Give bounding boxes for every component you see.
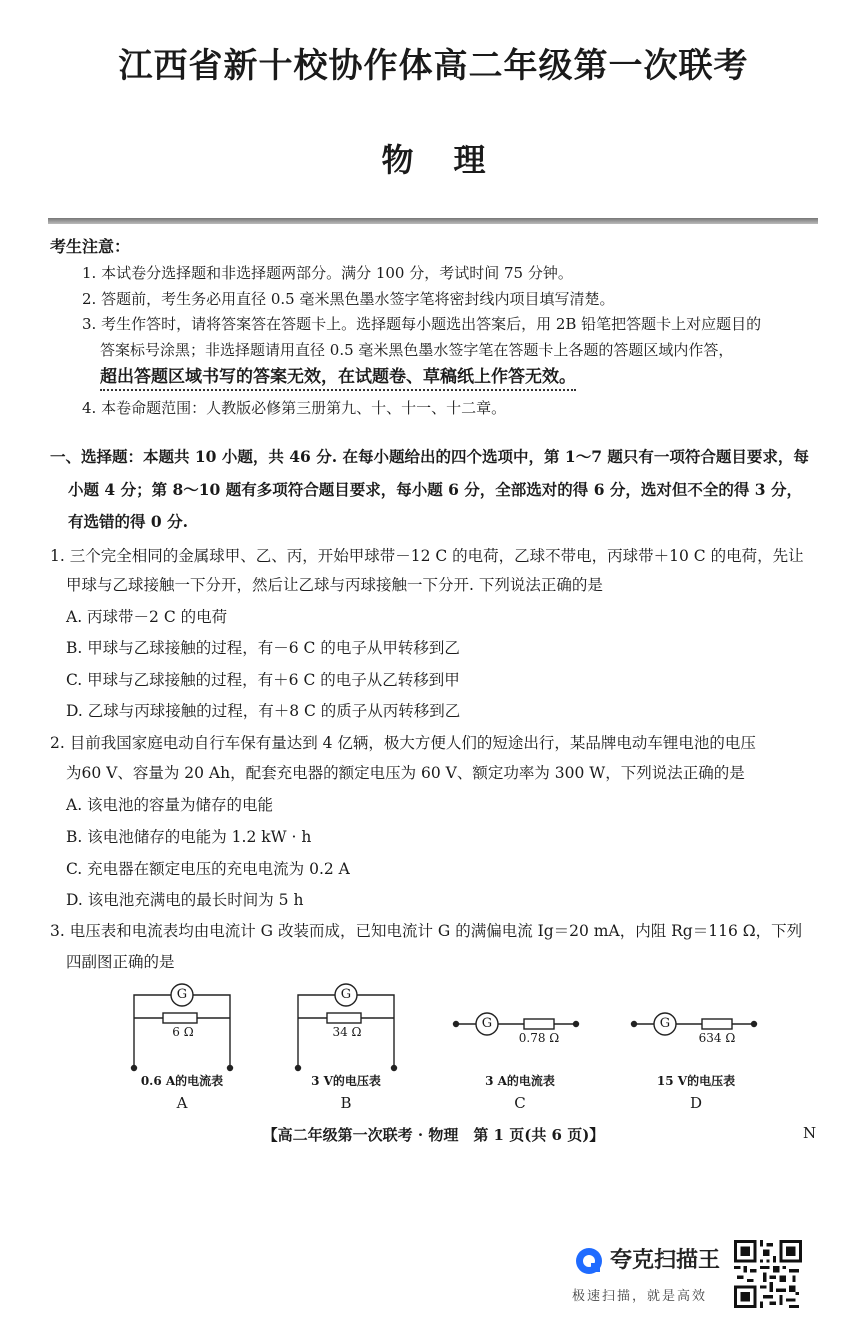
q1-stem-2: 甲球与乙球接触一下分开，然后让乙球与丙球接触一下分开. 下列说法正确的是: [66, 576, 603, 594]
q1-option-b: B. 甲球与乙球接触的过程，有－6 C 的电子从甲转移到乙: [66, 639, 460, 657]
page-footer: 【高二年级第一次联考 · 物理 第 1 页(共 6 页)】: [262, 1126, 605, 1144]
quark-logo-icon: [574, 1246, 604, 1276]
exam-title: 江西省新十校协作体高二年级第一次联考: [118, 46, 749, 86]
meter-label-d: G: [659, 1016, 671, 1031]
q3-stem-1: 3. 电压表和电流表均由电流计 G 改装而成，已知电流计 G 的满偏电流 Ig＝20 mA，内阻 Rg＝116 Ω，下列: [50, 922, 803, 940]
q1-stem-1: 1. 三个完全相同的金属球甲、乙、丙，开始甲球带－12 C 的电荷，乙球不带电，丙球带＋10 C 的电荷，先让: [50, 547, 804, 565]
q1-option-d: D. 乙球与丙球接触的过程，有＋8 C 的质子从丙转移到乙: [66, 702, 461, 720]
meter-label-b: G: [340, 987, 352, 1002]
q1-option-c: C. 甲球与乙球接触的过程，有＋6 C 的电子从乙转移到甲: [66, 671, 460, 689]
circuit-caption-a: 0.6 A的电流表: [140, 1074, 224, 1088]
q1-option-a: A. 丙球带－2 C 的电荷: [66, 608, 228, 626]
q2-stem-2: 为60 V、容量为 20 Ah，配套充电器的额定电压为 60 V、额定功率为 300 W，下列说法正确的是: [66, 764, 745, 782]
notice-emphasis: 超出答题区域书写的答案无效，在试题卷、草稿纸上作答无效。: [100, 362, 576, 391]
q3-stem-2: 四副图正确的是: [66, 953, 175, 971]
q2-option-c: C. 充电器在额定电压的充电电流为 0.2 A: [66, 860, 350, 878]
section-heading-line-2: 小题 4 分；第 8～10 题有多项符合题目要求，每小题 6 分，全部选对的得 6 分，选对但不全的得 3 分，: [68, 480, 802, 499]
circuit-diagrams: [120, 982, 780, 1078]
subject-title: 物理: [381, 141, 526, 179]
qr-code-icon: [734, 1240, 802, 1308]
notice-item-3-cont: 答案标号涂黑；非选择题请用直径 0.5 毫米黑色墨水签字笔在答题卡上各题的答题区域内作答，: [100, 341, 734, 359]
resistor-label-d: 634 Ω: [698, 1031, 736, 1045]
q2-option-a: A. 该电池的容量为储存的电能: [66, 796, 274, 814]
notice-item-3: 3. 考生作答时，请将答案答在答题卡上。选择题每小题选出答案后，用 2B 铅笔把答题卡上对应题目的: [82, 315, 762, 333]
section-heading-line-3: 有选错的得 0 分.: [68, 512, 188, 531]
watermark-slogan: 极速扫描，就是高效: [572, 1289, 708, 1304]
q2-option-b: B. 该电池储存的电能为 1.2 kW · h: [66, 828, 312, 846]
notice-item-2: 2. 答题前，考生务必用直径 0.5 毫米黑色墨水签字笔将密封线内项目填写清楚。: [82, 290, 615, 308]
resistor-label-a: 6 Ω: [172, 1025, 194, 1039]
q2-stem-1: 2. 目前我国家庭电动自行车保有量达到 4 亿辆，极大方便人们的短途出行，某品牌电动车锂电池的电压: [50, 734, 756, 752]
q2-option-d: D. 该电池充满电的最长时间为 5 h: [66, 891, 304, 909]
header-divider: [48, 218, 818, 224]
meter-label-a: G: [176, 987, 188, 1002]
notice-heading: 考生注意：: [50, 237, 131, 256]
circuit-letter-a: A: [176, 1094, 188, 1112]
circuit-letter-b: B: [340, 1094, 352, 1112]
resistor-label-c: 0.78 Ω: [518, 1031, 560, 1045]
notice-item-4: 4. 本卷命题范围：人教版必修第三册第九、十、十一、十二章。: [82, 399, 507, 417]
version-mark: N: [803, 1124, 817, 1142]
circuit-caption-d: 15 V的电压表: [656, 1074, 736, 1088]
circuit-caption-b: 3 V的电压表: [311, 1074, 381, 1088]
watermark-brand: 夸克扫描王: [610, 1248, 721, 1273]
circuit-caption-c: 3 A的电流表: [485, 1074, 555, 1088]
resistor-label-b: 34 Ω: [332, 1025, 362, 1039]
meter-label-c: G: [481, 1016, 493, 1031]
circuit-letter-d: D: [689, 1094, 703, 1112]
section-heading-line-1: 一、选择题：本题共 10 小题，共 46 分. 在每小题给出的四个选项中，第 1～7 题只有一项符合题目要求，每: [50, 447, 809, 466]
notice-item-1: 1. 本试卷分选择题和非选择题两部分。满分 100 分，考试时间 75 分钟。: [82, 264, 573, 282]
circuit-letter-c: C: [514, 1094, 526, 1112]
